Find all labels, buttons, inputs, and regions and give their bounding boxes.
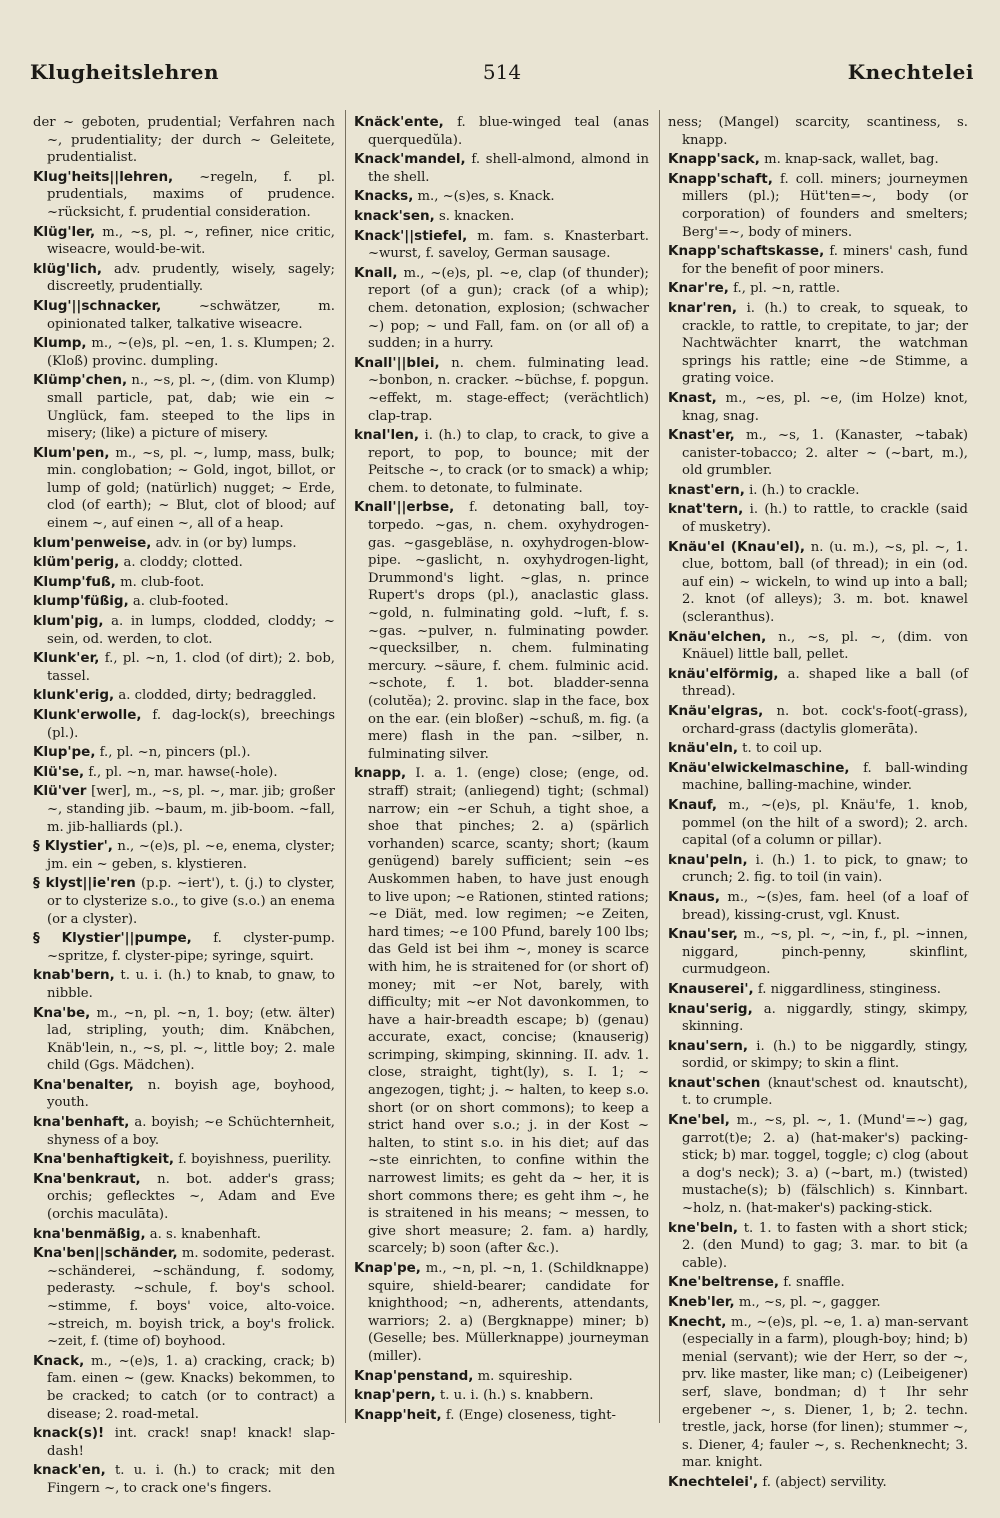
dictionary-entry bbox=[668, 1220, 968, 1273]
headword: Knechtelei', bbox=[668, 1473, 759, 1490]
dictionary-entry bbox=[33, 574, 335, 592]
headword: Knauserei', bbox=[668, 980, 754, 997]
headword: knack'en, bbox=[33, 1462, 106, 1479]
headword: Klüg'ler, bbox=[33, 223, 96, 240]
dictionary-entry bbox=[668, 852, 968, 887]
headword: Klump'fuß, bbox=[33, 573, 116, 590]
dictionary-entry bbox=[668, 390, 968, 425]
entry-definition: m., ~es, pl. ~e, (im Holze) knot, knag, snag. bbox=[682, 390, 968, 424]
right-guide-word: Knechtelei bbox=[847, 60, 974, 84]
dictionary-entry bbox=[668, 1038, 968, 1073]
headword: kne'beln, bbox=[668, 1219, 739, 1236]
dictionary-entry bbox=[33, 930, 335, 965]
headword: Knapp'heit, bbox=[354, 1406, 442, 1423]
entry-definition: f. snaffle. bbox=[779, 1275, 845, 1291]
entry-definition: i. (h.) to crackle. bbox=[744, 482, 860, 498]
headword: klum'pig, bbox=[33, 613, 104, 630]
headword: § klyst||ie'ren bbox=[33, 875, 136, 892]
headword: knau'peln, bbox=[668, 851, 748, 868]
entry-definition: n. chem. fulminating lead. ~bonbon, n. cracker. ~büchse, f. popgun. ~effekt, m. stage-effect; (verächtlich) clap-trap. bbox=[368, 355, 649, 424]
headword: knal'len, bbox=[354, 427, 419, 444]
dictionary-entry bbox=[668, 114, 968, 149]
dictionary-entry bbox=[354, 208, 649, 226]
column-right bbox=[668, 114, 969, 1490]
entry-definition: t. to coil up. bbox=[737, 741, 823, 757]
dictionary-entry bbox=[668, 740, 968, 758]
headword: Knauf, bbox=[668, 796, 718, 813]
dictionary-entry bbox=[33, 1245, 335, 1351]
headword: klunk'erig, bbox=[33, 687, 115, 704]
headword: knaut'schen bbox=[668, 1074, 761, 1091]
headword: Knäck'ente, bbox=[354, 114, 444, 130]
headword: Klum'pen, bbox=[33, 444, 110, 461]
headword: Knack'mandel, bbox=[354, 151, 466, 168]
headword: Kna'benkraut, bbox=[33, 1170, 141, 1187]
dictionary-entry bbox=[668, 427, 968, 480]
entry-definition: f. detonating ball, toy-torpedo. ~gas, n. chem. oxyhydrogen-gas. ~gasgebläse, n. oxyhydrogen-blow-pipe. ~gaslicht, n. oxyhydrogen-light, Drummond's light. ~glas, n. prince Rupert's drops (pl.), anaclastic glass. ~gold, n. fulminating gold. ~luft, f. s. ~gas. ~pulver, n. fulminating powder. ~quecksilber, n. chem. fulminating mercury. ~säure, f. chem. fulminic acid. ~schote, f. 1. bot. bladder-senna (colutĕa); 2. provinc. slap in the face, box on the ear. (ein bloßer) ~schuß, m. fig. (a mere) flash in the pan. ~silber, n. fulminating silver. bbox=[368, 500, 649, 762]
dictionary-entry bbox=[668, 703, 968, 738]
entry-definition: a. s. knabenhaft. bbox=[145, 1226, 261, 1242]
entry-definition: f. boyishness, puerility. bbox=[174, 1152, 332, 1168]
headword: Knall'||erbse, bbox=[354, 499, 455, 516]
dictionary-entry bbox=[668, 666, 968, 701]
entry-definition: n. bot. adder's grass; orchis; geflecktes ~, Adam and Eve (orchis maculāta). bbox=[47, 1171, 335, 1223]
column-middle bbox=[354, 114, 649, 1428]
entry-definition: n., ~(e)s, pl. ~e, enema, clyster; jm. ein ~ geben, s. klystieren. bbox=[47, 839, 336, 872]
entry-definition: t. u. i. (h.) to crack; mit den Fingern ~, to crack one's fingers. bbox=[47, 1463, 335, 1496]
dictionary-entry bbox=[354, 1387, 649, 1405]
dictionary-entry bbox=[33, 335, 335, 370]
entry-definition: m. squireship. bbox=[473, 1368, 573, 1384]
entry-definition: f. blue-winged teal (anas querquedŭla). bbox=[368, 115, 649, 148]
dictionary-entry bbox=[33, 445, 335, 533]
dictionary-entry bbox=[354, 1368, 649, 1386]
dictionary-entry bbox=[354, 1260, 649, 1366]
headword: Klümp'chen, bbox=[33, 372, 128, 389]
dictionary-entry bbox=[33, 169, 335, 222]
headword: Knap'penstand, bbox=[354, 1367, 474, 1384]
entry-definition: t. 1. to fasten with a short stick; 2. (den Mund) to gag; 3. mar. to bit (a cable). bbox=[682, 1220, 968, 1271]
dictionary-entry bbox=[668, 1001, 968, 1036]
dictionary-entry bbox=[668, 1112, 968, 1218]
entry-definition: m., ~(e)s, pl. Knäu'fe, 1. knob, pommel (on the hilt of a sword); 2. arch. capital (of a column or pillar). bbox=[682, 797, 968, 849]
headword: klump'füßig, bbox=[33, 593, 129, 610]
entry-definition: m. sodomite, pederast. ~schänderei, ~schändung, f. sodomy, pederasty. ~schule, f. boy's school. ~stimme, f. boys' voice, alto-voice. ~streich, m. boyish trick, a boy's frolick. ~zeit, f. (time of) boyhood. bbox=[47, 1246, 335, 1350]
headword: Kna'benalter, bbox=[33, 1076, 134, 1093]
headword: knack'sen, bbox=[354, 207, 435, 224]
dictionary-entry bbox=[33, 1151, 335, 1169]
dictionary-entry bbox=[354, 188, 649, 206]
headword: knar'ren, bbox=[668, 299, 738, 316]
entry-definition: a. niggardly, stingy, skimpy, skinning. bbox=[682, 1001, 968, 1035]
left-guide-word: Klugheitslehren bbox=[30, 60, 220, 84]
dictionary-entry bbox=[33, 1171, 335, 1224]
headword: knau'sern, bbox=[668, 1037, 749, 1054]
headword: Klunk'erwolle, bbox=[33, 707, 142, 723]
entry-definition: m., ~(s)es, fam. heel (of a loaf of bread), kissing-crust, vgl. Knust. bbox=[682, 889, 968, 923]
entry-definition: f. (abject) servility. bbox=[758, 1474, 887, 1490]
entry-definition: a. boyish; ~e Schüchternheit, shyness of a boy. bbox=[47, 1115, 335, 1148]
column-left bbox=[33, 114, 336, 1496]
entry-definition: der ~ geboten, prudential; Verfahren nach ~, prudentiality; der durch ~ Geleitete, prudentialist. bbox=[33, 115, 335, 166]
headword: Knacks, bbox=[354, 188, 414, 205]
dictionary-entry bbox=[33, 1077, 335, 1112]
headword: klüg'lich, bbox=[33, 260, 103, 277]
headword: Knall, bbox=[354, 264, 398, 281]
running-head bbox=[30, 60, 974, 90]
headword: Knack, bbox=[33, 1352, 85, 1369]
headword: kna'benhaft, bbox=[33, 1114, 130, 1131]
headword: Knaus, bbox=[668, 888, 720, 905]
headword: knat'tern, bbox=[668, 501, 744, 518]
entry-definition: I. a. 1. (enge) close; (enge, od. straff) strait; (anliegend) tight; (schmal) narrow; ein ~er Schuh, a tight shoe, a shoe that pinches; 2. a) (spärlich vorhanden) scarce, scanty; short; (kaum genügend) barely sufficient; sein ~es Auskommen haben, to have just enough to live upon; ~e Rationen, stinted rations; ~e Diät, med. low regimen; ~e Zeiten, hard times; ~e 100 Pfund, barely 100 lbs; das Geld ist bei ihm ~, money is scarce with him, he is straitened for (or short of) money; mit ~er Not, barely, with difficulty; mit ~er Not davonkommen, to have a hair-breadth escape; b) (genau) accurate, exact, concise; (knauserig) scrimping, skimping, skinning. II. adv. 1. close, straight, tight(ly), s. I. 1; ~ angezogen, tight; j. ~ halten, to keep s.o. short (or on short commons); to keep a strict hand over s.o.; j. in der Kost ~ halten, to stint s.o. in his diet; auf das ~ste einrichten, to confine within the narrowest limits; es geht da ~ her, it is short commons there; es geht ihm ~, he is straitened in his means; ~ messen, to give short measure; 2. fam. a) hardly, scarcely; b) soon (after &c.). bbox=[368, 766, 649, 1257]
entry-definition: t. u. i. (h.) s. knabbern. bbox=[435, 1388, 594, 1404]
entry-definition: m., ~(e)s, pl. ~en, 1. s. Klumpen; 2. (Kloß) provinc. dumpling. bbox=[47, 336, 335, 369]
headword: Knäu'elgras, bbox=[668, 703, 764, 719]
dictionary-entry bbox=[33, 372, 335, 442]
dictionary-entry bbox=[668, 797, 968, 850]
entry-definition: ~schwätzer, m. opinionated talker, talkative wiseacre. bbox=[47, 298, 335, 332]
headword: Knäu'el (Knau'el), bbox=[668, 538, 806, 555]
dictionary-entry bbox=[33, 261, 335, 296]
column-divider bbox=[659, 110, 660, 1423]
dictionary-entry bbox=[33, 967, 335, 1002]
dictionary-entry bbox=[33, 1005, 335, 1075]
dictionary-entry bbox=[33, 838, 335, 873]
headword: Kna'be, bbox=[33, 1004, 91, 1021]
dictionary-entry bbox=[33, 114, 335, 167]
entry-definition: t. u. i. (h.) to knab, to gnaw, to nibble. bbox=[47, 968, 335, 1001]
headword: Klug'||schnacker, bbox=[33, 297, 162, 314]
dictionary-entry bbox=[33, 1114, 335, 1149]
entry-definition: i. (h.) to clap, to crack, to give a report, to pop, to bounce; mit der Peitsche ~, to crack (or to smack) a whip; chem. to detonate, to fulminate. bbox=[368, 428, 649, 496]
headword: knap'pern, bbox=[354, 1387, 436, 1404]
entry-definition: m. fam. s. Knasterbart. ~wurst, f. saveloy, German sausage. bbox=[368, 228, 649, 262]
entry-definition: n. (u. m.), ~s, pl. ~, 1. clue, bottom, ball (of thread); in ein (od. auf ein) ~ wickeln, to wind up into a ball; 2. knot (of alleys); 3. m. bot. knawel (scleranthus). bbox=[682, 539, 969, 626]
dictionary-entry bbox=[668, 280, 968, 298]
headword: knack(s)! bbox=[33, 1425, 105, 1442]
entry-definition: a. club-footed. bbox=[128, 594, 229, 610]
dictionary-entry bbox=[354, 151, 649, 186]
entry-definition: m., ~s, pl. ~, lump, mass, bulk; min. conglobation; ~ Gold, ingot, billot, or lump of gold; (natürlich) nugget; ~ Erde, clod (of earth); ~ Blut, clot of blood; auf einem ~, auf einen ~, all of a heap. bbox=[47, 445, 335, 532]
entry-definition: f. ball-winding machine, balling-machine, winder. bbox=[682, 760, 968, 794]
dictionary-entry bbox=[668, 1474, 968, 1492]
headword: Knapp'sack, bbox=[668, 151, 760, 168]
dictionary-entry bbox=[668, 1075, 968, 1110]
entry-definition: m., ~(e)s, pl. ~e, 1. a) man-servant (especially in a farm), plough-boy; hind; b) menial (servant); wie der Herr, so der ~, prv. like master, like man; c) (Leibeigener) serf, slave, bondman; d) † Ihr sehr ergebener ~, s. Diener, 1, b; 2. techn. trestle, jack, horse (for linen); stummer ~, s. Diener, 4; fauler ~, s. Rechenknecht; 3. mar. knight. bbox=[682, 1314, 968, 1471]
headword: Kneb'ler, bbox=[668, 1294, 735, 1310]
column-divider bbox=[345, 110, 346, 1423]
headword: Knapp'schaft, bbox=[668, 170, 773, 187]
entry-definition: m., ~s, pl. ~, 1. (Mund'=~) gag, garrot(t)e; 2. a) (hat-maker's) packing-stick; b) mar. toggel, toggle; c) clog (about a dog's neck); 3. a) (~bart, m.) (twisted) mustache(s); b) (fälschlich) s. Kinnbart. ~holz, n. (hat-maker's) packing-stick. bbox=[682, 1113, 968, 1217]
entry-definition: s. knacken. bbox=[434, 208, 515, 224]
dictionary-entry bbox=[33, 783, 335, 836]
headword: Klump, bbox=[33, 335, 87, 352]
dictionary-entry bbox=[354, 499, 649, 763]
headword: Knau'ser, bbox=[668, 926, 738, 943]
entry-definition: (p.p. ~iert'), t. (j.) to clyster, or to clysterize s.o., to give (s.o.) an enema (or a clyster). bbox=[47, 876, 335, 927]
entry-definition: f. shell-almond, almond in the shell. bbox=[368, 152, 649, 185]
entry-definition: f. dag-lock(s), breechings (pl.). bbox=[47, 708, 335, 741]
entry-definition: i. (h.) to creak, to squeak, to crackle, to rattle, to crepitate, to jar; der Nachtwächter knarrt, the watchman springs his rattle; eine ~de Stimme, a grating voice. bbox=[682, 300, 968, 387]
entry-definition: f. clyster-pump. ~spritze, f. clyster-pipe; syringe, squirt. bbox=[47, 931, 336, 964]
dictionary-entry bbox=[354, 355, 649, 425]
entry-definition: n. bot. cock's-foot(-grass), orchard-grass (dactylis glomerāta). bbox=[682, 704, 968, 737]
dictionary-entry bbox=[668, 171, 968, 241]
headword: Kne'bel, bbox=[668, 1112, 730, 1129]
headword: Knäu'elchen, bbox=[668, 628, 767, 645]
headword: klum'penweise, bbox=[33, 534, 152, 551]
headword: knab'bern, bbox=[33, 967, 115, 984]
headword: Klü'se, bbox=[33, 763, 85, 780]
dictionary-entry bbox=[33, 1353, 335, 1423]
headword: Klup'pe, bbox=[33, 744, 96, 761]
entry-definition: n. boyish age, boyhood, youth. bbox=[47, 1077, 335, 1111]
entry-definition: n., ~s, pl. ~, (dim. von Klump) small particle, pat, dab; wie ein ~ Unglück, fam. steeped to the lips in misery; (like) a picture of misery. bbox=[47, 373, 335, 442]
entry-definition: ness; (Mangel) scarcity, scantiness, s. knapp. bbox=[668, 115, 968, 148]
dictionary-entry bbox=[33, 613, 335, 648]
dictionary-entry bbox=[668, 1294, 968, 1312]
dictionary-entry bbox=[33, 744, 335, 762]
entry-definition: f. niggardliness, stinginess. bbox=[753, 981, 941, 997]
headword: klüm'perig, bbox=[33, 554, 120, 571]
dictionary-entry bbox=[33, 650, 335, 685]
headword: knäu'elförmig, bbox=[668, 665, 779, 682]
dictionary-entry bbox=[668, 300, 968, 388]
headword: Klü'ver bbox=[33, 783, 87, 800]
entry-definition: f., pl. ~n, pincers (pl.). bbox=[95, 745, 251, 761]
dictionary-entry bbox=[668, 482, 968, 500]
entry-definition: m. club-foot. bbox=[115, 574, 205, 590]
dictionary-entry bbox=[668, 629, 968, 664]
dictionary-entry bbox=[33, 593, 335, 611]
headword: § Klystier', bbox=[33, 838, 113, 855]
dictionary-entry bbox=[33, 1425, 335, 1460]
entry-definition: m., ~s, 1. (Kanaster, ~tabak) canister-tobacco; 2. alter ~ (~bart, m.), old grumbler. bbox=[682, 428, 968, 479]
entry-definition: m., ~s, pl. ~, refiner, nice critic, wiseacre, would-be-wit. bbox=[47, 224, 335, 258]
headword: knäu'eln, bbox=[668, 740, 738, 757]
dictionary-entry bbox=[354, 1407, 649, 1425]
headword: Knap'pe, bbox=[354, 1260, 421, 1276]
headword: Knast'er, bbox=[668, 427, 735, 444]
dictionary-entry bbox=[668, 760, 968, 795]
entry-definition: a. cloddy; clotted. bbox=[119, 555, 243, 571]
headword: Knall'||blei, bbox=[354, 354, 440, 371]
entry-definition: int. crack! snap! knack! slap-dash! bbox=[47, 1426, 335, 1459]
dictionary-entry bbox=[668, 981, 968, 999]
entry-definition: m., ~(s)es, s. Knack. bbox=[413, 189, 555, 205]
dictionary-entry bbox=[33, 875, 335, 928]
entry-definition: a. in lumps, clodded, cloddy; ~ sein, od. werden, to clot. bbox=[47, 614, 335, 647]
dictionary-entry bbox=[33, 1462, 335, 1497]
dictionary-entry bbox=[668, 1314, 968, 1472]
entry-definition: n., ~s, pl. ~, (dim. von Knäuel) little ball, pellet. bbox=[682, 629, 968, 663]
entry-definition: f. coll. miners; journeymen millers (pl.); Hüt'ten=~, body (or corporation) of founders and smelters; Berg'=~, body of miners. bbox=[682, 171, 968, 240]
headword: knau'serig, bbox=[668, 1000, 753, 1017]
dictionary-entry bbox=[33, 1226, 335, 1244]
headword: Kna'benhaftigkeit, bbox=[33, 1151, 175, 1168]
dictionary-entry bbox=[668, 501, 968, 536]
dictionary-entry bbox=[668, 1274, 968, 1292]
entry-definition: adv. prudently, wisely, sagely; discreetly, prudentially. bbox=[47, 261, 335, 295]
dictionary-entry bbox=[668, 926, 968, 979]
dictionary-entry bbox=[33, 554, 335, 572]
headword: Klug'heits||lehren, bbox=[33, 168, 174, 185]
headword: Knar're, bbox=[668, 280, 729, 297]
dictionary-entry bbox=[668, 151, 968, 169]
entry-definition: m., ~n, pl. ~n, 1. (Schildknappe) squire, shield-bearer; candidate for knighthood; ~n, adherents, attendants, warriors; 2. a) (Bergknappe) miner; b) (Geselle; bes. Müllerknappe) journeyman (miller). bbox=[368, 1261, 649, 1364]
headword: Kne'beltrense, bbox=[668, 1274, 780, 1291]
dictionary-entry bbox=[354, 228, 649, 263]
entry-definition: a. clodded, dirty; bedraggled. bbox=[114, 688, 317, 704]
headword: knapp, bbox=[354, 765, 407, 782]
entry-definition: m., ~n, pl. ~n, 1. boy; (etw. älter) lad, stripling, youth; dim. Knäbchen, Knäb'lein, n., ~s, pl. ~, little boy; 2. male child (Ggs. Mädchen). bbox=[47, 1005, 335, 1074]
entry-definition: i. (h.) to rattle, to crackle (said of musketry). bbox=[682, 502, 968, 536]
dictionary-entry bbox=[354, 427, 649, 497]
dictionary-entry bbox=[33, 707, 335, 742]
headword: Knack'||stiefel, bbox=[354, 227, 468, 244]
entry-definition: f. miners' cash, fund for the benefit of poor miners. bbox=[682, 244, 968, 277]
headword: § Klystier'||pumpe, bbox=[33, 930, 192, 947]
entry-definition: m., ~(e)s, 1. a) cracking, crack; b) fam. einen ~ (gew. Knacks) bekommen, to be cracked; to catch (or to contract) a disease; 2. road-metal. bbox=[47, 1353, 335, 1422]
entry-definition: i. (h.) 1. to pick, to gnaw; to crunch; 2. fig. to toil (in vain). bbox=[682, 852, 968, 886]
dictionary-entry bbox=[33, 224, 335, 259]
dictionary-entry bbox=[668, 889, 968, 924]
entry-definition: i. (h.) to be niggardly, stingy, sordid, or skimpy; to skin a flint. bbox=[682, 1038, 968, 1072]
entry-definition: f., pl. ~n, mar. hawse(-hole). bbox=[84, 764, 278, 780]
dictionary-entry bbox=[33, 687, 335, 705]
entry-definition: f., pl. ~n, 1. clod (of dirt); 2. bob, tassel. bbox=[47, 651, 335, 684]
page-number: 514 bbox=[482, 60, 522, 84]
dictionary-entry bbox=[668, 539, 968, 627]
dictionary-entry bbox=[668, 243, 968, 278]
entry-definition: f., pl. ~n, rattle. bbox=[728, 281, 841, 297]
headword: knast'ern, bbox=[668, 481, 745, 498]
dictionary-entry bbox=[33, 298, 335, 333]
entry-definition: m. knap-sack, wallet, bag. bbox=[759, 152, 939, 168]
dictionary-entry bbox=[33, 764, 335, 782]
entry-definition: m., ~s, pl. ~, ~in, f., pl. ~innen, niggard, pinch-penny, skinflint, curmudgeon. bbox=[682, 927, 968, 978]
entry-definition: f. (Enge) closeness, tight- bbox=[441, 1407, 616, 1423]
headword: Knast, bbox=[668, 389, 717, 406]
headword: kna'benmäßig, bbox=[33, 1225, 146, 1242]
entry-definition: m., ~(e)s, pl. ~e, clap (of thunder); report (of a gun); crack (of a whip); chem. detonation, explosion; (schwacher ~) pop; ~ und Fall, fam. on (or all of) a sudden; in a hurry. bbox=[368, 265, 649, 352]
headword: Klunk'er, bbox=[33, 650, 100, 667]
entry-definition: a. shaped like a ball (of thread). bbox=[682, 666, 968, 700]
entry-definition: (knaut'schest od. knautscht), t. to crumple. bbox=[682, 1075, 968, 1109]
dictionary-entry bbox=[354, 265, 649, 353]
headword: Knecht, bbox=[668, 1313, 727, 1330]
entry-definition: adv. in (or by) lumps. bbox=[151, 535, 297, 551]
headword: Kna'ben||schänder, bbox=[33, 1245, 178, 1262]
dictionary-entry bbox=[354, 765, 649, 1258]
headword: Knäu'elwickelmaschine, bbox=[668, 759, 850, 776]
headword: Knapp'schaftskasse, bbox=[668, 243, 825, 260]
dictionary-entry bbox=[354, 114, 649, 149]
entry-definition: [wer], m., ~s, pl. ~, mar. jib; großer ~, standing jib. ~baum, m. jib-boom. ~fall, m. jib-halliards (pl.). bbox=[47, 784, 335, 835]
dictionary-entry bbox=[33, 535, 335, 553]
entry-definition: ~regeln, f. pl. prudentials, maxims of prudence. ~rücksicht, f. prudential consideration. bbox=[47, 169, 335, 220]
entry-definition: m., ~s, pl. ~, gagger. bbox=[734, 1295, 881, 1310]
